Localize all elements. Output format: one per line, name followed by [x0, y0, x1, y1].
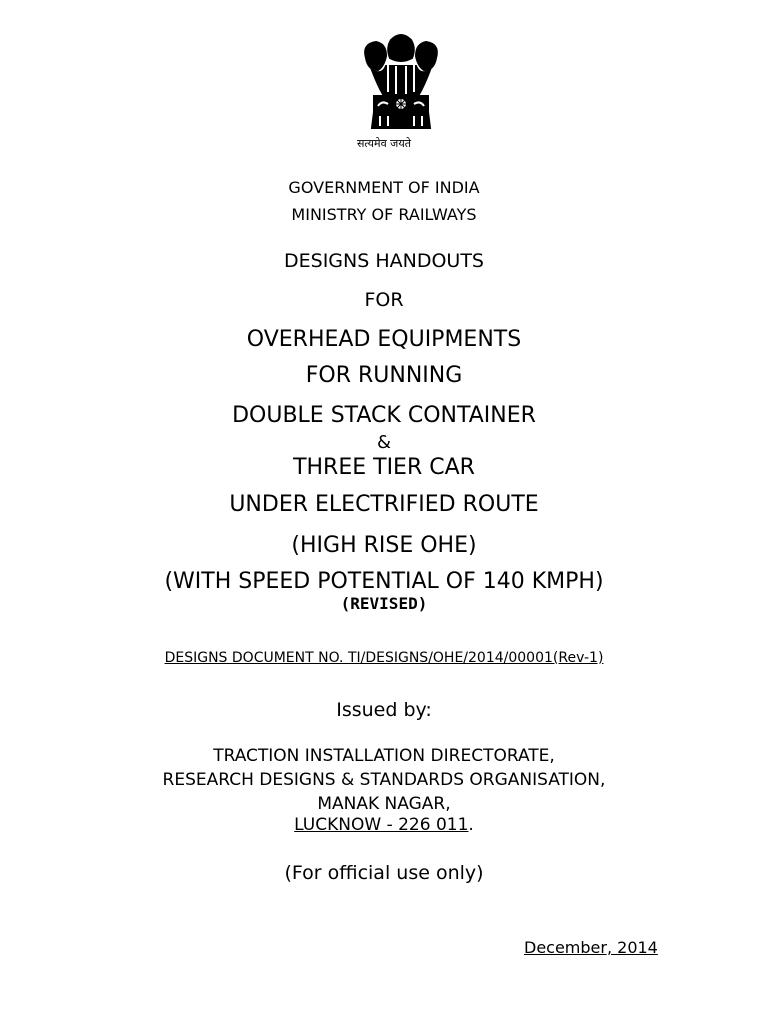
document-number: DESIGNS DOCUMENT NO. TI/DESIGNS/OHE/2014/00001(Rev-1)	[164, 650, 604, 666]
title-line-9: (HIGH RISE OHE)	[291, 533, 477, 558]
title-line-1: DESIGNS HANDOUTS	[284, 250, 484, 272]
government-heading: GOVERNMENT OF INDIA	[288, 178, 480, 197]
issuer-city-line	[0, 817, 768, 834]
title-line-4: FOR RUNNING	[305, 363, 463, 388]
issuer-line-3: MANAK NAGAR,	[317, 794, 451, 814]
title-line-3: OVERHEAD EQUIPMENTS	[246, 327, 522, 352]
issuer-line-1: TRACTION INSTALLATION DIRECTORATE,	[213, 746, 555, 766]
issue-date: December, 2014	[524, 938, 658, 957]
issuer-city: LUCKNOW - 226 011	[294, 815, 469, 835]
title-line-6: &	[376, 432, 392, 453]
issuer-line-2: RESEARCH DESIGNS & STANDARDS ORGANISATION,	[162, 770, 606, 790]
title-line-8: UNDER ELECTRIFIED ROUTE	[229, 492, 539, 517]
title-line-2: FOR	[364, 289, 404, 311]
title-line-5: DOUBLE STACK CONTAINER	[232, 403, 536, 428]
national-emblem-icon	[358, 30, 444, 136]
issued-by-label: Issued by:	[336, 699, 432, 721]
revised-label: (REVISED)	[340, 594, 428, 613]
usage-note: (For official use only)	[284, 862, 484, 884]
ministry-heading: MINISTRY OF RAILWAYS	[291, 205, 477, 224]
emblem-motto: सत्यमेव जयते	[356, 137, 411, 150]
issuer-city-suffix: .	[468, 815, 474, 835]
title-line-7: THREE TIER CAR	[293, 455, 475, 480]
title-line-10: (WITH SPEED POTENTIAL OF 140 KMPH)	[164, 569, 604, 594]
